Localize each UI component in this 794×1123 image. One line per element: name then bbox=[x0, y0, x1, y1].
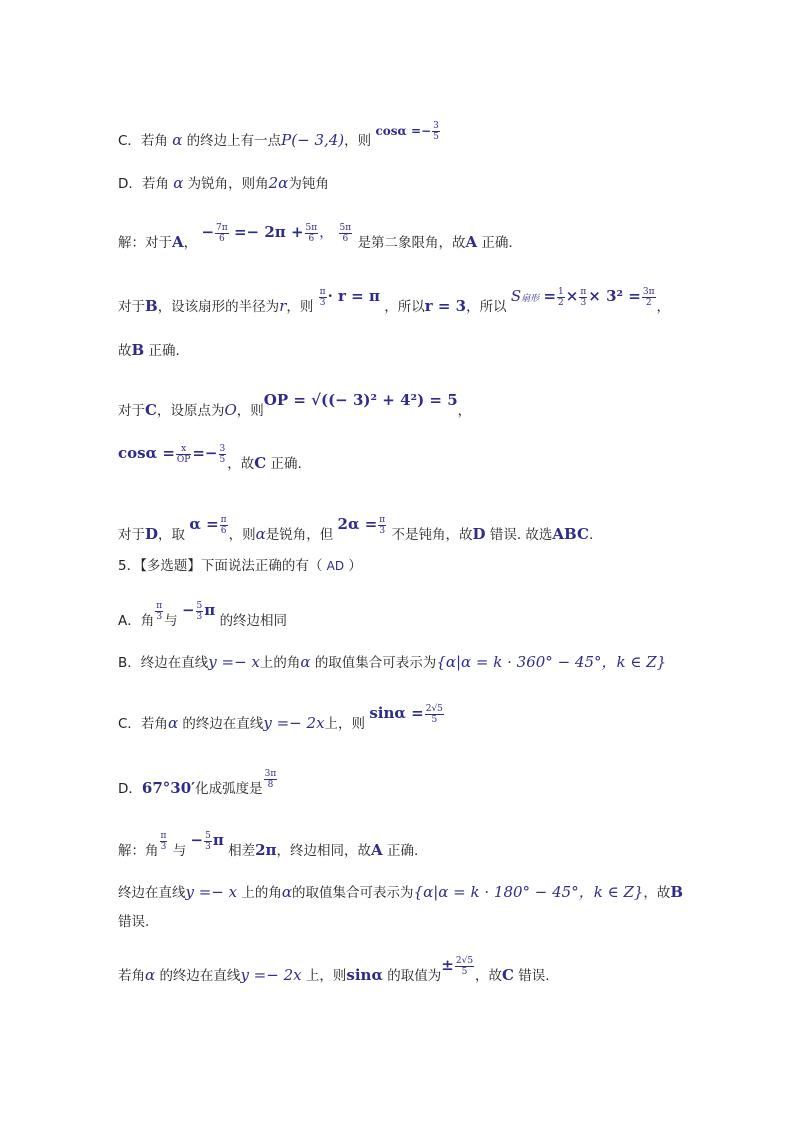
solution-c: 对于C，设原点为O，则OP = √((− 3)² + 4²) = 5， bbox=[118, 391, 472, 419]
solution-5c: 若角α 的终边在直线y =− 2x 上，则sinα 的取值为± $\frac{2√5}{5}$ ，故C 错误. bbox=[118, 955, 550, 984]
option-5d: D．67°30′化成弧度是 $\frac{3\pi}{8}$ bbox=[118, 768, 277, 797]
option-5a: A．角 $\frac{\pi}{3}$ 与 − $\frac{5}{3}$ π 的终边相同 bbox=[118, 600, 288, 629]
solution-b-cont: 故B 正确. bbox=[118, 341, 180, 359]
solution-a: 解：对于A， − $\frac{7\pi}{6}$ =− 2π + $\frac{5\pi}{6}$ ， $\frac{5\pi}{6}$ 是第二象限角，故A 正确. bbox=[118, 222, 513, 251]
solution-5b-cont: 错误. bbox=[118, 914, 150, 930]
solution-c-cont: cosα = $\frac{x}{OP}$ =− $\frac{3}{5}$ ，故C 正确. bbox=[118, 443, 302, 472]
solution-d: 对于D，取 α = $\frac{\pi}{6}$ ，则α是锐角，但 2α = $\frac{\pi}{3}$ 不是钝角，故D 错误. 故选ABC. bbox=[118, 514, 594, 543]
option-5c: C．若角α 的终边在直线y =− 2x上，则 sinα = $\frac{2√5}{5}$ bbox=[118, 703, 443, 732]
solution-b: 对于B，设该扇形的半径为r，则 $\frac{\pi}{3}$ · r = π ，所以r = 3，所以 S扇形 = $\frac{1}{2}$ × $\frac{\pi}{3}$ × 3² = $\frac{3\pi}{2}$ ， bbox=[118, 286, 671, 315]
solution-5b: 终边在直线y =− x 上的角α的取值集合可表示为{α|α = k · 180° − 45°，k ∈ Z}，故B bbox=[118, 883, 684, 901]
option-5b: B．终边在直线y =− x上的角α 的取值集合可表示为{α|α = k · 360° − 45°，k ∈ Z} bbox=[118, 653, 667, 671]
solution-5a: 解：角 $\frac{\pi}{3}$ 与 − $\frac{5}{3}$ π 相差2π，终边相同，故A 正确. bbox=[118, 830, 419, 859]
option-c: C．若角 α 的终边上有一点P(− 3,4)，则 cosα =− $\frac{3}{5}$ bbox=[118, 120, 439, 149]
question-5: 5．【多选题】下面说法正确的有（ AD ） bbox=[118, 558, 362, 574]
option-d: D．若角 α 为锐角，则角2α为钝角 bbox=[118, 174, 329, 192]
